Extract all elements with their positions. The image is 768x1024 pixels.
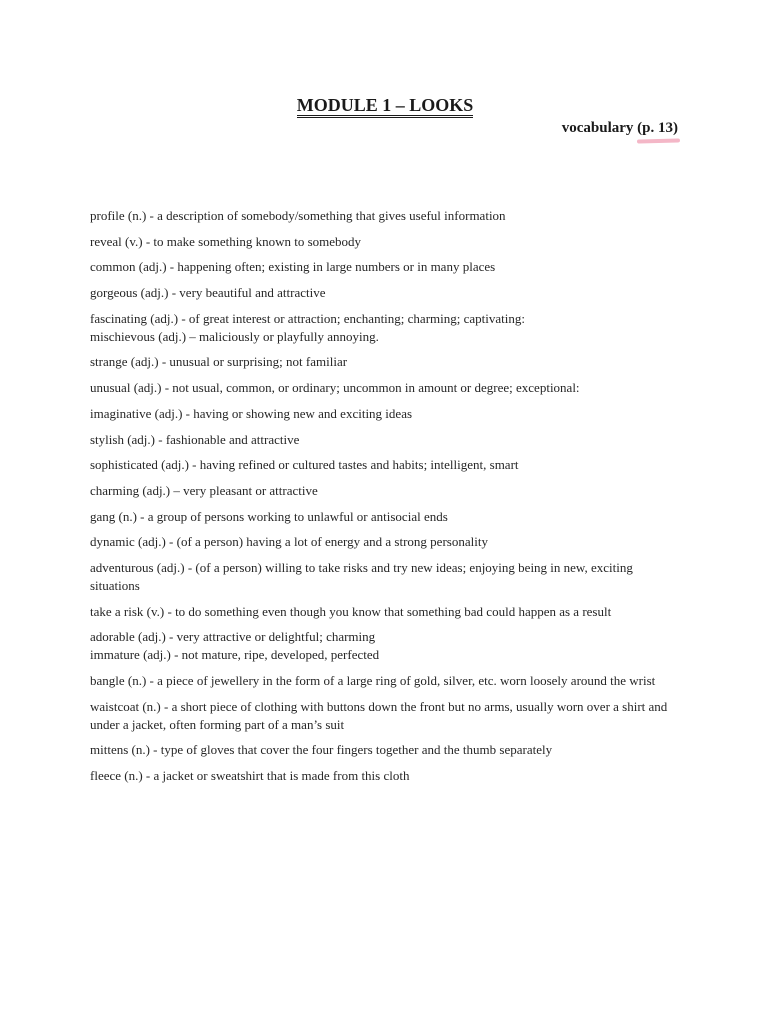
page-title (0, 94, 768, 118)
vocab-entry: dynamic (adj.) - (of a person) having a lot of energy and a strong personality (90, 534, 488, 550)
vocab-entry: adorable (adj.) - very attractive or delightful; charming (90, 629, 376, 645)
vocab-entry: mischievous (adj.) – maliciously or playfully annoying. (90, 328, 379, 344)
vocab-entry: unusual (adj.) - not usual, common, or ordinary; uncommon in amount or degree; exceptional: (90, 380, 580, 396)
vocab-entry: profile (n.) - a description of somebody/something that gives useful information (90, 208, 506, 223)
vocab-entry: reveal (v.) - to make something known to somebody (90, 233, 362, 249)
vocab-entry: imaginative (adj.) - having or showing new and exciting ideas (90, 405, 413, 421)
page-subtitle (562, 118, 678, 138)
vocabulary-list (90, 207, 680, 793)
vocab-entry: common (adj.) - happening often; existing in large numbers or in many places (90, 259, 496, 275)
vocab-entry: adventurous (adj.) - (of a person) willing to take risks and try new ideas; enjoying being in new, exciting situations (90, 559, 633, 593)
vocab-entry: strange (adj.) - unusual or surprising; not familiar (90, 354, 348, 370)
vocab-entry: mittens (n.) - type of gloves that cover the four fingers together and the thumb separately (90, 742, 553, 758)
vocab-entry: immature (adj.) - not mature, ripe, developed, perfected (90, 647, 380, 663)
vocab-entry: fleece (n.) - a jacket or sweatshirt that is made from this cloth (90, 768, 410, 784)
subtitle-page-reference: (p. 13) (637, 120, 678, 136)
vocab-entry: waistcoat (n.) - a short piece of clothing with buttons down the front but no arms, usually worn over a shirt and under a jacket, often forming part of a man’s suit (90, 698, 668, 732)
vocab-entry: stylish (adj.) - fashionable and attractive (90, 431, 300, 447)
vocab-entry: gorgeous (adj.) - very beautiful and attractive (90, 285, 326, 301)
page-title-text: MODULE 1 – LOOKS (297, 96, 474, 118)
vocab-entry: gang (n.) - a group of persons working to unlawful or antisocial ends (90, 508, 448, 524)
subtitle-label: vocabulary (561, 120, 638, 136)
vocab-entry: sophisticated (adj.) - having refined or cultured tastes and habits; intelligent, smart (90, 457, 519, 473)
vocab-entry: bangle (n.) - a piece of jewellery in the form of a large ring of gold, silver, etc. worn loosely around the wrist (90, 673, 656, 688)
vocab-entry: fascinating (adj.) - of great interest or attraction; enchanting; charming; captivating: (90, 310, 525, 326)
vocab-entry: charming (adj.) – very pleasant or attractive (90, 482, 318, 498)
vocab-entry: take a risk (v.) - to do something even though you know that something bad could happen as a result (90, 603, 612, 619)
